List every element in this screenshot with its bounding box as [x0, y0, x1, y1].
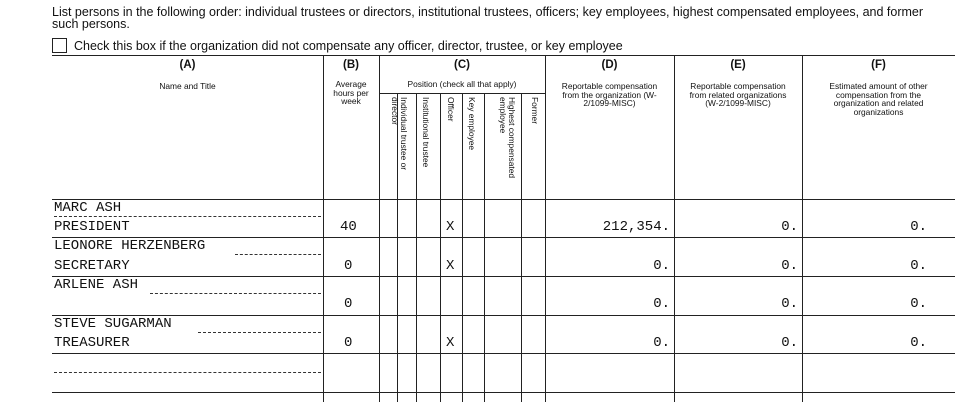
c-sub-divider-4 [462, 93, 463, 402]
name-dash-line [150, 293, 321, 294]
hours-value: 0 [344, 296, 353, 312]
col-b-title: Average hours per week [333, 79, 369, 107]
hours-value: 0 [344, 258, 353, 274]
name-dash-line [235, 254, 321, 255]
officer-check: X [446, 219, 455, 235]
person-name: ARLENE ASH [54, 277, 139, 293]
col-d-title: Reportable compensation from the organization (W-2/1099-MISC) [561, 81, 658, 109]
c-sub-divider-3 [440, 93, 441, 402]
person-name: MARC ASH [54, 200, 122, 216]
name-dash-line [54, 216, 321, 217]
row-divider [52, 392, 955, 393]
col-b-letter: (B) [343, 59, 359, 71]
row-divider [52, 315, 955, 316]
person-title: PRESIDENT [54, 219, 130, 235]
col-a-letter: (A) [179, 59, 196, 71]
comp-d-value: 0. [653, 258, 670, 274]
comp-e-value: 0. [781, 219, 798, 235]
table-top-border [52, 55, 955, 56]
c-highest-compensated: Highest compensated employee [498, 97, 517, 179]
col-c-title: Position (check all that apply) [407, 79, 517, 89]
col-f-title: Estimated amount of other compensation from the organization and related organizations [829, 81, 928, 117]
col-divider-f [802, 55, 803, 402]
col-divider-b [323, 55, 324, 402]
col-f-letter: (F) [871, 59, 886, 71]
comp-f-value: 0. [910, 335, 927, 351]
hours-value: 40 [340, 219, 357, 235]
hours-value: 0 [344, 335, 353, 351]
c-individual-trustee: Individual trustee or director [390, 97, 409, 171]
c-officer: Officer [446, 97, 456, 122]
c-sub-divider-6 [521, 93, 522, 402]
col-divider-d [545, 55, 546, 402]
header-bottom-border [52, 199, 955, 200]
officer-check: X [446, 335, 455, 351]
c-sub-divider-5 [484, 93, 485, 402]
comp-d-value: 212,354. [602, 219, 670, 235]
col-e-title: Reportable compensation from related organizations (W-2/1099-MISC) [689, 81, 787, 109]
checkbox-label: Check this box if the organization did not compensate any officer, director, trustee, or key employee [74, 38, 623, 53]
col-e-letter: (E) [730, 59, 746, 71]
c-former: Former [530, 97, 540, 124]
no-compensation-check-row [52, 38, 623, 53]
comp-e-value: 0. [781, 296, 798, 312]
row-divider [52, 353, 955, 354]
person-title: TREASURER [54, 335, 130, 351]
comp-f-value: 0. [910, 258, 927, 274]
instructions-text: List persons in the following order: individual trustees or directors, institutional trustees, officers; key employees, highest compensated employees, and former such persons. [52, 5, 924, 31]
person-name: STEVE SUGARMAN [54, 316, 172, 332]
comp-e-value: 0. [781, 258, 798, 274]
comp-d-value: 0. [653, 335, 670, 351]
comp-d-value: 0. [653, 296, 670, 312]
name-dash-line [54, 372, 321, 373]
comp-f-value: 0. [910, 219, 927, 235]
col-c-letter: (C) [454, 59, 470, 71]
c-institutional-trustee: Institutional trustee [421, 97, 431, 168]
name-dash-line [198, 332, 321, 333]
comp-f-value: 0. [910, 296, 927, 312]
person-title: SECRETARY [54, 258, 130, 274]
person-name: LEONORE HERZENBERG [54, 238, 206, 254]
no-compensation-checkbox[interactable] [52, 38, 67, 53]
c-key-employee: Key employee [467, 97, 477, 151]
c-sub-divider-2 [416, 93, 417, 402]
col-divider-c [379, 55, 380, 402]
comp-e-value: 0. [781, 335, 798, 351]
col-a-title: Name and Title [159, 81, 216, 91]
col-d-letter: (D) [601, 59, 618, 71]
officer-check: X [446, 258, 455, 274]
row-divider [52, 276, 955, 277]
col-divider-e [674, 55, 675, 402]
